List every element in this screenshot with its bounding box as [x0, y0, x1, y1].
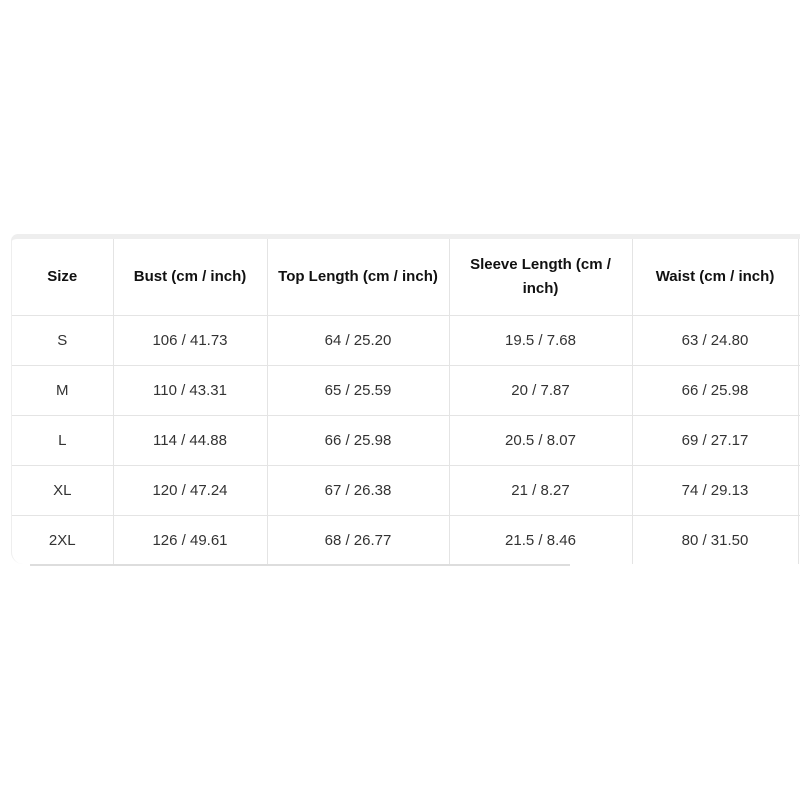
cell-bust: 114 / 44.88 — [113, 415, 267, 465]
cell-top-length: 67 / 26.38 — [267, 465, 449, 515]
header-sleeve-length: Sleeve Length (cm / inch) — [449, 239, 632, 315]
cell-waist: 63 / 24.80 — [632, 315, 798, 365]
header-bust: Bust (cm / inch) — [113, 239, 267, 315]
cell-waist: 80 / 31.50 — [632, 515, 798, 564]
cell-sleeve-length: 21.5 / 8.46 — [449, 515, 632, 564]
table-row — [12, 515, 800, 564]
cell-sleeve-length: 20.5 / 8.07 — [449, 415, 632, 465]
header-size: Size — [12, 239, 113, 315]
cell-top-length: 64 / 25.20 — [267, 315, 449, 365]
cell-bust: 120 / 47.24 — [113, 465, 267, 515]
table-bottom-shadow — [30, 564, 570, 566]
table-row — [12, 465, 800, 515]
cell-waist: 66 / 25.98 — [632, 365, 798, 415]
size-chart-table — [12, 239, 800, 564]
table-header-row — [12, 239, 800, 315]
cell-top-length: 68 / 26.77 — [267, 515, 449, 564]
cell-size: XL — [12, 465, 113, 515]
cell-bust: 110 / 43.31 — [113, 365, 267, 415]
cell-bust: 106 / 41.73 — [113, 315, 267, 365]
cell-bust: 126 / 49.61 — [113, 515, 267, 564]
cell-size: M — [12, 365, 113, 415]
size-chart-table-container — [11, 234, 800, 564]
cell-sleeve-length: 20 / 7.87 — [449, 365, 632, 415]
table-row — [12, 365, 800, 415]
cell-sleeve-length: 19.5 / 7.68 — [449, 315, 632, 365]
cell-top-length: 66 / 25.98 — [267, 415, 449, 465]
cell-waist: 69 / 27.17 — [632, 415, 798, 465]
cell-size: L — [12, 415, 113, 465]
table-row — [12, 415, 800, 465]
table-row — [12, 315, 800, 365]
cell-size: 2XL — [12, 515, 113, 564]
header-top-length: Top Length (cm / inch) — [267, 239, 449, 315]
cell-size: S — [12, 315, 113, 365]
cell-waist: 74 / 29.13 — [632, 465, 798, 515]
header-waist: Waist (cm / inch) — [632, 239, 798, 315]
cell-sleeve-length: 21 / 8.27 — [449, 465, 632, 515]
cell-top-length: 65 / 25.59 — [267, 365, 449, 415]
